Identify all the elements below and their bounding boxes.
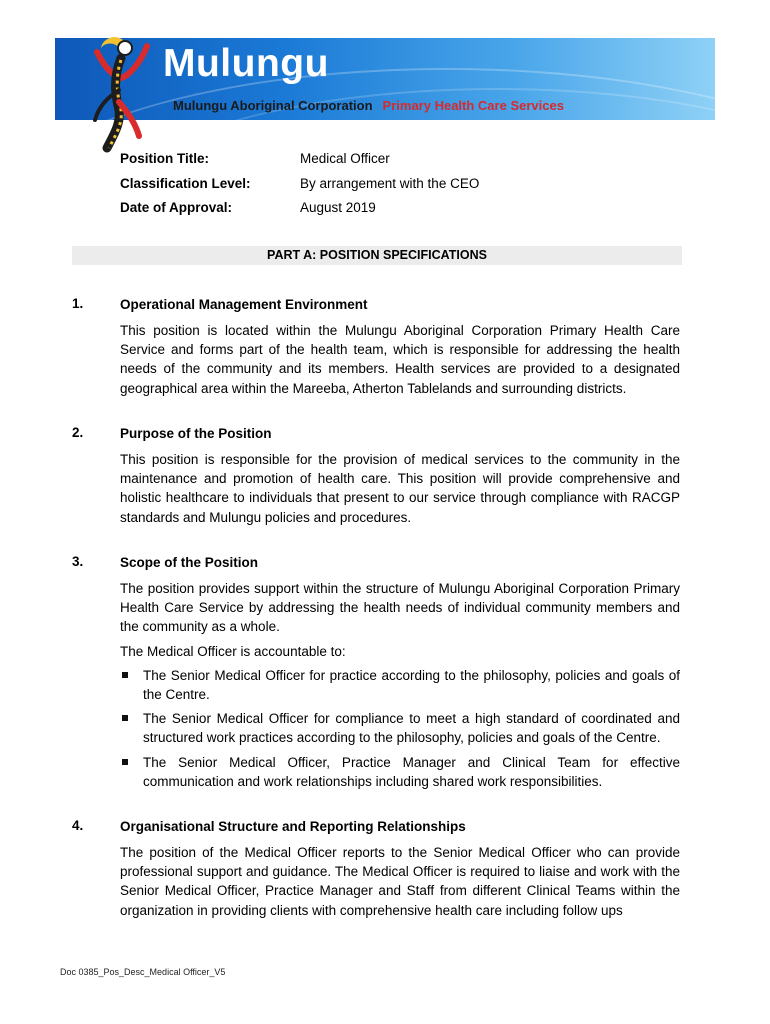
accountability-list: [120, 666, 680, 791]
service-name: Primary Health Care Services: [382, 98, 564, 113]
section-number: 4.: [72, 818, 84, 833]
bullet-square-icon: [122, 715, 128, 721]
list-item-text: The Senior Medical Officer, Practice Manager and Clinical Team for effective communication and work relationships including shared work responsibilities.: [143, 754, 680, 789]
position-title-value: Medical Officer: [300, 151, 390, 166]
list-item-text: The Senior Medical Officer for practice according to the philosophy, policies and goals of the Centre.: [143, 667, 680, 703]
mulungu-logo-figure: [85, 32, 155, 154]
classification-label: Classification Level:: [120, 175, 251, 191]
section-scope: [72, 554, 682, 796]
list-item: [120, 666, 680, 704]
approval-date-value: August 2019: [300, 200, 376, 215]
section-number: 1.: [72, 296, 84, 311]
bullet-square-icon: [122, 672, 128, 678]
letterhead-subtitle: [173, 98, 564, 113]
organisation-name: Mulungu Aboriginal Corporation: [173, 98, 373, 113]
document-footer: Doc 0385_Pos_Desc_Medical Officer_V5: [60, 967, 226, 977]
section-paragraph: This position is located within the Mulungu Aboriginal Corporation Primary Health Care Service and forms part of the health team, which is responsible for addressing the health needs of the community and its members. Health services are provided to a designated geographical area within the Mareeba, Atherton Tablelands and surrounding districts.: [120, 323, 680, 396]
section-number: 2.: [72, 425, 84, 440]
section-operational-environment: [72, 296, 682, 403]
list-item-text: The Senior Medical Officer for compliance to meet a high standard of coordinated and structured work practices according to the philosophy, policies and goals of the Centre.: [143, 711, 680, 746]
classification-value: By arrangement with the CEO: [300, 175, 480, 191]
section-title: Operational Management Environment: [120, 297, 368, 312]
section-number: 3.: [72, 554, 84, 569]
bullet-square-icon: [122, 759, 128, 765]
brand-name: Mulungu: [163, 42, 329, 85]
section-purpose: [72, 425, 682, 532]
approval-date-label: Date of Approval:: [120, 200, 233, 215]
letterhead: [55, 36, 715, 152]
section-title: Purpose of the Position: [120, 426, 272, 441]
position-title-label: Position Title:: [120, 151, 210, 166]
section-title: Scope of the Position: [120, 555, 259, 570]
list-item: [120, 753, 680, 791]
section-paragraph: The position provides support within the structure of Mulungu Aboriginal Corporation Primary Health Care Service by addressing the health needs of individual community members and the community as a whole.: [120, 581, 680, 635]
section-paragraph: The position of the Medical Officer reports to the Senior Medical Officer who can provide professional support and guidance. The Medical Officer is required to liaise and work with the Senior Medical Officer, Practice Manager and Staff from different Clinical Teams within the organization in providing clients with comprehensive health care including follow ups: [120, 845, 680, 918]
part-heading: PART A: POSITION SPECIFICATIONS: [72, 246, 682, 265]
section-reporting-relationships: [72, 818, 682, 925]
section-title: Organisational Structure and Reporting Relationships: [120, 819, 466, 834]
list-item: [120, 709, 680, 747]
section-paragraph: This position is responsible for the provision of medical services to the community in the maintenance and promotion of health care. This position will provide comprehensive and holistic healthcare to individuals that present to our service through compliance with RACGP standards and Mulungu policies and procedures.: [120, 452, 680, 525]
accountability-intro: The Medical Officer is accountable to:: [120, 643, 346, 659]
